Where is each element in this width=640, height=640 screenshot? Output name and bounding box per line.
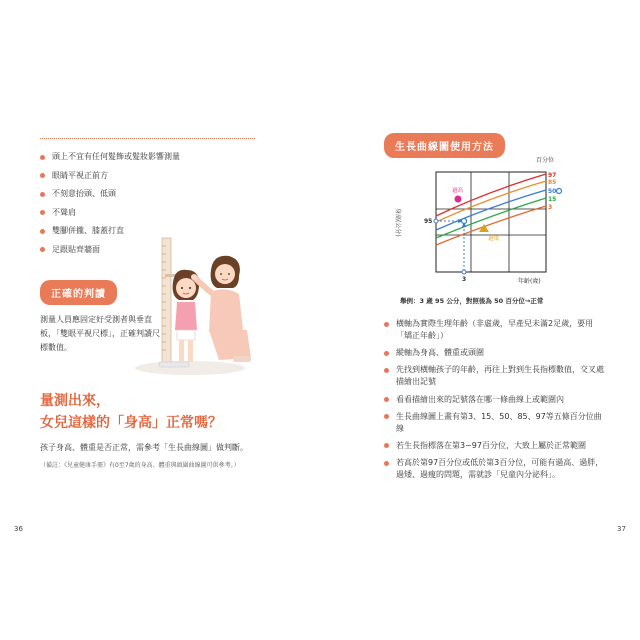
growth-chart-intro: 孩子身高、體重是否正常，需參考「生長曲線圖」做判斷。: [40, 443, 248, 452]
usage-steps-list: [384, 318, 604, 486]
over-height-marker: [455, 196, 462, 203]
list-item: 頭上不宜有任何髮飾或髮妝影響測量: [40, 151, 250, 163]
section-headline: [40, 390, 222, 434]
list-item: 若生長指標落在第3~97百分位，大致上屬於正常範圍: [384, 440, 604, 452]
list-item: 不刻意抬頭、低頭: [40, 188, 250, 200]
growth-chart: [396, 152, 596, 292]
list-item: 不聳肩: [40, 207, 250, 219]
y-axis-label: 身高(公分): [394, 208, 401, 237]
list-item: 看看描繪出來的記號落在哪一條曲線上或範圍內: [384, 394, 604, 406]
legend-label-3: 3: [548, 204, 553, 211]
correct-reading-title: 正確的判讀: [40, 280, 117, 305]
section-divider: [40, 138, 255, 139]
list-item: 橫軸為實際生理年齡（非虛歲，早產兒未滿2足歲，要用「矯正年齡」）: [384, 318, 604, 342]
example-point: [462, 219, 467, 224]
legend-label-50: 50: [548, 188, 557, 195]
list-item: 雙腳併攏、膝蓋打直: [40, 225, 250, 237]
list-item: 眼睛平視正前方: [40, 170, 250, 182]
list-item: 若高於第97百分位或低於第3百分位，可能有過高、過胖，過矮、過瘦的問題，需就診「兒童內分泌科」。: [384, 457, 604, 481]
page-number-left: 36: [14, 525, 23, 533]
legend-title: 百分位: [536, 157, 555, 164]
footnote: （備註：《兒童健康手冊》有0至7歲的身高、體重與頭圍曲線圖可供參考。）: [40, 462, 240, 469]
growth-chart-usage-title: 生長曲線圖使用方法: [384, 133, 505, 158]
legend-label-15: 15: [548, 196, 557, 203]
list-item: 先找到橫軸孩子的年齡，再往上對到生長指標數值，交叉處描繪出記號: [384, 364, 604, 388]
legend-label-85: 85: [548, 179, 557, 186]
headline-line-1: 量測出來，: [40, 393, 110, 409]
correct-reading-body: 測量人員應固定好受測者與垂直板，「雙眼平視尺標」，正確判讀尺標數值。: [40, 315, 160, 352]
list-item: 縱軸為身高、體重或頭圍: [384, 347, 604, 359]
x-axis-label: 年齡(歲): [518, 278, 541, 285]
plot-frame: [436, 172, 546, 272]
page-number-right: 37: [617, 525, 626, 533]
legend-label-97: 97: [548, 172, 557, 179]
headline-line-2: 女兒這樣的「身高」正常嗎？: [40, 415, 222, 431]
example-y-value: 95: [424, 218, 433, 225]
under-height-label: 過矮: [488, 236, 500, 242]
list-item: 足跟貼齊牆面: [40, 244, 250, 256]
example-x-value: 3: [462, 276, 467, 283]
chart-caption: 舉例：3 歲 95 公分，對照後為 50 百分位→正常: [400, 297, 544, 305]
list-item: 生長曲線圖上畫有第3、15、50、85、97等五條百分位曲線: [384, 411, 604, 435]
measuring-height-illustration: [135, 230, 255, 378]
over-height-label: 過高: [452, 188, 464, 194]
